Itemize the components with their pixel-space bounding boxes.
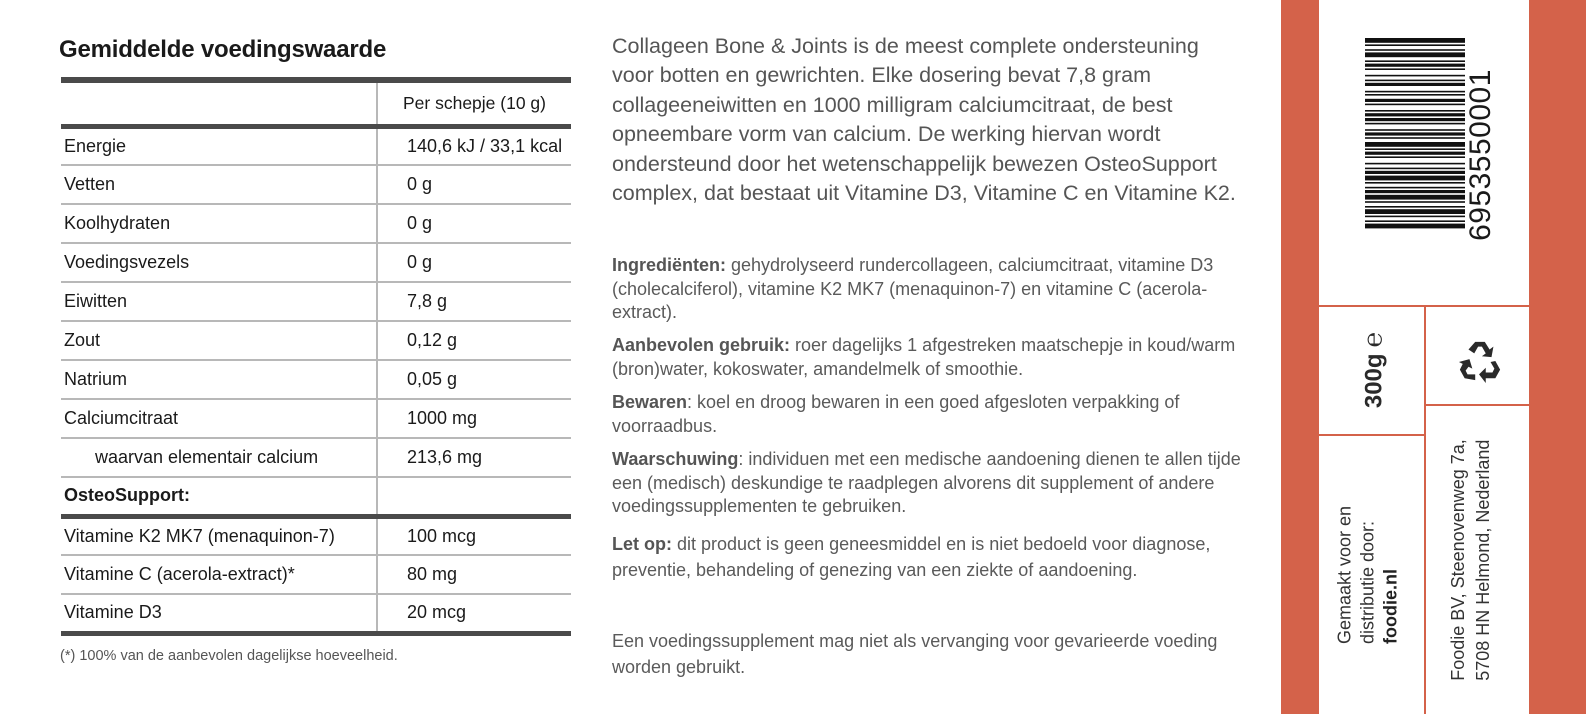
header-empty-cell [61,80,377,126]
table-row [61,321,571,360]
row-name: Eiwitten [61,282,377,321]
warning-paragraph [612,448,1242,519]
row-name: Vitamine C (acerola-extract)* [61,555,377,594]
divider [1424,404,1529,406]
barcode-bar [1365,123,1465,125]
barcode-number: 6953550001 [1464,69,1497,241]
storage-paragraph [612,391,1242,438]
barcode-bar [1365,163,1465,165]
note-paragraph [612,531,1242,583]
row-value: 7,8 g [377,282,571,321]
barcode-bar [1365,44,1465,46]
usage-label: Aanbevolen gebruik: [612,335,791,355]
label-side-panel [1281,0,1586,714]
barcode-bar [1365,209,1465,214]
barcode-bar [1365,64,1465,67]
row-value: 0 g [377,204,571,243]
barcode-bar [1365,195,1465,200]
table-row [61,516,571,555]
barcode-bar [1365,129,1465,131]
divider [1424,305,1426,714]
net-weight [1358,332,1389,408]
table-row [61,360,571,399]
nutrition-title: Gemiddelde voedingswaarde [59,36,387,63]
nutrition-footnote: (*) 100% van de aanbevolen dagelijkse hoeveelheid. [60,648,398,664]
barcode-bar [1365,132,1465,135]
barcode-bar [1365,220,1465,222]
row-name: OsteoSupport: [61,477,377,516]
row-value: 100 mcg [377,516,571,555]
barcode-bar [1365,80,1465,82]
row-name: Calciumcitraat [61,399,377,438]
table-header-row [61,80,571,126]
row-name: waarvan elementair calcium [61,438,377,477]
maker-info [1334,506,1403,644]
row-value: 0 g [377,243,571,282]
row-name: Koolhydraten [61,204,377,243]
row-value: 20 mcg [377,594,571,633]
barcode-bar [1365,206,1465,208]
note-text: dit product is geen geneesmiddel en is niet bedoeld voor diagnose, preventie, behandeling of genezing van een ziekte of aandoening. [612,534,1211,580]
maker-line: distributie door: [1357,520,1378,645]
barcode-bar [1365,83,1465,86]
barcode-bar [1365,190,1465,193]
row-name: Zout [61,321,377,360]
barcode-bar [1365,201,1465,203]
barcode-bar [1365,91,1465,93]
row-name: Natrium [61,360,377,399]
table-row [61,243,571,282]
barcode-bar [1365,104,1465,106]
barcode-bar [1365,182,1465,184]
company-address [1446,439,1496,681]
estimate-sign: ℮ [1357,331,1388,348]
barcode-bar [1365,142,1465,147]
barcode-bar [1365,224,1465,229]
barcode-bar [1365,38,1465,43]
barcode-bar [1365,49,1465,51]
divider [1319,434,1424,436]
maker-brand-line [1380,506,1403,644]
barcode-bar [1365,113,1465,116]
row-value: 0 g [377,165,571,204]
barcode-bar [1365,216,1465,218]
row-name: Voedingsvezels [61,243,377,282]
table-row [61,438,571,477]
barcode-bar [1365,75,1465,77]
barcode-bar [1365,60,1465,62]
table-row [61,282,571,321]
barcode-bar [1365,152,1465,155]
row-name: Vitamine K2 MK7 (menaquinon-7) [61,516,377,555]
row-value: 213,6 mg [377,438,571,477]
ingredients-paragraph [612,254,1242,325]
barcode-bar [1365,148,1465,150]
barcode-bar [1365,99,1465,102]
table-row [61,555,571,594]
usage-text: roer dagelijks 1 afgestreken maatschepje in koud/warm (bron)water, kokoswater, amandelmelk of smoothie. [612,335,1236,379]
row-value: 140,6 kJ / 33,1 kcal [377,126,571,165]
nutrition-table [61,77,571,636]
warning-label: Waarschuwing [612,449,739,469]
storage-label: Bewaren [612,392,688,412]
barcode-bar [1365,52,1465,57]
barcode-bar [1365,171,1465,174]
row-name: Vetten [61,165,377,204]
table-row [61,399,571,438]
table-row [61,204,571,243]
row-value: 0,12 g [377,321,571,360]
barcode [1365,38,1465,274]
barcode-bar [1365,137,1465,139]
address-line: 5708 HN Helmond, Nederland [1473,439,1493,681]
note-label: Let op: [612,534,672,554]
barcode-bar [1365,68,1465,70]
table-row [61,126,571,165]
table-row [61,594,571,633]
recycle-icon [1457,338,1503,384]
table-section-row [61,477,571,516]
row-value: 1000 mg [377,399,571,438]
row-value: 80 mg [377,555,571,594]
product-intro: Collageen Bone & Joints is de meest complete ondersteuning voor botten en gewrichten. Elke dosering bevat 7,8 gram collageeneiwitten en 1000 milligram calciumcitraat, de best opneembare vorm van calcium. De werking hiervan wordt ondersteund door het wetenschappelijk bewezen OsteoSupport complex, dat bestaat uit Vitamine D3, Vitamine C en Vitamine K2. [612,34,1236,206]
weight-value: 300g [1360,353,1388,409]
barcode-bar [1365,176,1465,181]
maker-line: Gemaakt voor en [1334,505,1355,645]
barcode-bar [1365,110,1465,112]
usage-paragraph [612,334,1242,381]
table-row [61,165,571,204]
row-name: Vitamine D3 [61,594,377,633]
warning-text: : individuen met een medische aandoening dienen te allen tijde een (medisch) deskundige te raadplegen alvorens dit supplement of andere voedingssupplementen te gebruiken. [612,449,1241,516]
disclaimer-paragraph: Een voedingssupplement mag niet als vervanging voor gevarieerde voeding worden gebruikt. [612,631,1218,677]
barcode-bar [1365,118,1465,121]
storage-text: : koel en droog bewaren in een goed afgesloten verpakking of voorraadbus. [612,392,1180,436]
barcode-bar [1365,187,1465,189]
barcode-bar [1365,168,1465,170]
maker-brand: foodie.nl [1380,569,1401,645]
column-header: Per schepje (10 g) [377,80,571,126]
ingredients-label: Ingrediënten: [612,255,727,275]
row-value: 0,05 g [377,360,571,399]
address-line: Foodie BV, Steenovenweg 7a, [1448,439,1468,681]
row-name: Energie [61,126,377,165]
barcode-bar [1365,156,1465,158]
ingredients-text: gehydrolyseerd rundercollageen, calciumcitraat, vitamine D3 (cholecalciferol), vitamine K2 MK7 (menaquinon-7) en vitamine C (acerola-extract). [612,255,1214,322]
barcode-bar [1365,94,1465,96]
row-value [377,477,571,516]
